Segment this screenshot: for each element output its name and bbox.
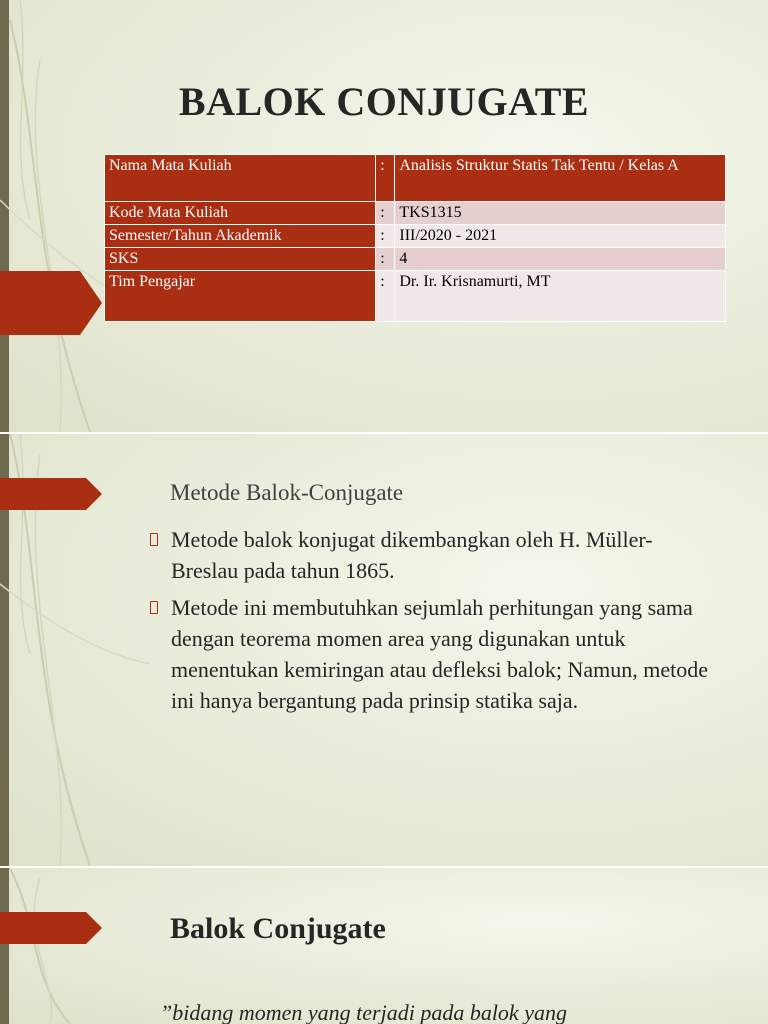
row-label: Semester/Tahun Akademik bbox=[105, 225, 376, 248]
table-row bbox=[105, 155, 726, 202]
row-label: Kode Mata Kuliah bbox=[105, 202, 376, 225]
row-separator: : bbox=[376, 248, 395, 271]
page-title: BALOK CONJUGATE bbox=[178, 79, 590, 124]
row-value: TKS1315 bbox=[395, 202, 726, 225]
row-separator: : bbox=[376, 271, 395, 322]
row-value: Dr. Ir. Krisnamurti, MT bbox=[395, 271, 726, 322]
list-item bbox=[150, 524, 710, 586]
row-value: Analisis Struktur Statis Tak Tentu / Kelas A bbox=[395, 155, 726, 202]
bullet-text: Metode ini membutuhkan sejumlah perhitungan yang sama dengan teorema momen area yang digunakan untuk menentukan kemiringan atau defleksi balok; Namun, metode ini hanya bergantung pada prinsip statika saja. bbox=[171, 595, 709, 713]
row-label: SKS bbox=[105, 248, 376, 271]
table-row bbox=[105, 202, 726, 225]
arrow-tab-icon bbox=[0, 271, 102, 335]
slide-3 bbox=[0, 868, 768, 1024]
table-row bbox=[105, 225, 726, 248]
row-separator: : bbox=[376, 202, 395, 225]
row-value: III/2020 - 2021 bbox=[395, 225, 726, 248]
slide-2 bbox=[0, 434, 768, 866]
row-value: 4 bbox=[395, 248, 726, 271]
table-row bbox=[105, 248, 726, 271]
arrow-tab-icon bbox=[0, 478, 102, 510]
list-item bbox=[150, 592, 710, 716]
square-bullet-icon bbox=[150, 601, 158, 614]
slide-1 bbox=[0, 0, 768, 432]
row-separator: : bbox=[376, 225, 395, 248]
row-label: Tim Pengajar bbox=[105, 271, 376, 322]
arrow-tab-icon bbox=[0, 912, 102, 944]
section-heading: Balok Conjugate bbox=[170, 912, 386, 945]
bullet-list bbox=[150, 524, 710, 722]
square-bullet-icon bbox=[150, 533, 158, 546]
course-info-table bbox=[104, 154, 726, 322]
row-separator: : bbox=[376, 155, 395, 202]
quote-text: ”bidang momen yang terjadi pada balok yang bbox=[160, 1000, 567, 1024]
table-row bbox=[105, 271, 726, 322]
swirl-decoration bbox=[0, 868, 160, 1024]
section-subtitle: Metode Balok-Conjugate bbox=[170, 480, 404, 505]
bullet-text: Metode balok konjugat dikembangkan oleh H. Müller-Breslau pada tahun 1865. bbox=[171, 527, 653, 583]
row-label: Nama Mata Kuliah bbox=[105, 155, 376, 202]
